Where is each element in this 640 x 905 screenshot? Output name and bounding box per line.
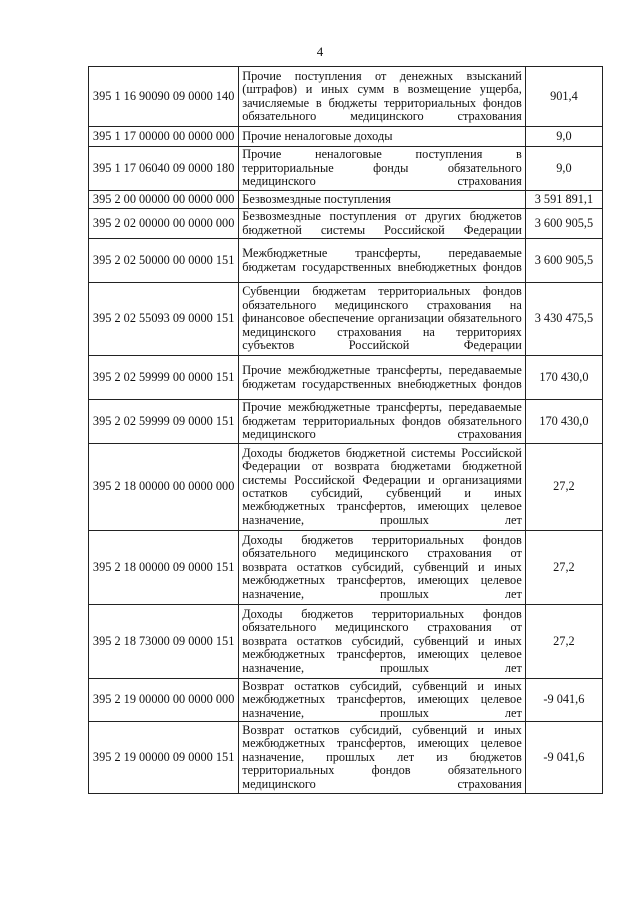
description-cell: Межбюджетные трансферты, передаваемые бюджетам государственных внебюджетных фондов <box>239 239 526 283</box>
table-row <box>89 444 603 531</box>
description-cell: Прочие неналоговые поступления в территориальные фонды обязательного медицинского страхования <box>239 147 526 191</box>
table-row <box>89 605 603 679</box>
amount-cell: 170 430,0 <box>525 400 602 444</box>
table-row <box>89 283 603 356</box>
table-row <box>89 722 603 794</box>
amount-cell: 3 430 475,5 <box>525 283 602 356</box>
budget-code-cell: 395 1 17 06040 09 0000 180 <box>89 147 239 191</box>
amount-cell: 27,2 <box>525 531 602 605</box>
budget-code-cell: 395 1 16 90090 09 0000 140 <box>89 67 239 127</box>
table-row <box>89 679 603 722</box>
budget-code-cell: 395 2 19 00000 09 0000 151 <box>89 722 239 794</box>
description-cell: Прочие межбюджетные трансферты, передаваемые бюджетам государственных внебюджетных фондов <box>239 356 526 400</box>
description-cell: Доходы бюджетов бюджетной системы Российской Федерации от возврата бюджетами бюджетной системы Российской Федерации и организациями остатков субсидий, субвенций и иных межбюджетных трансфертов, имеющих целевое назначение, прошлых лет <box>239 444 526 531</box>
amount-cell: -9 041,6 <box>525 679 602 722</box>
description-cell: Безвозмездные поступления от других бюджетов бюджетной системы Российской Федерации <box>239 209 526 239</box>
description-cell: Прочие межбюджетные трансферты, передаваемые бюджетам территориальных фондов обязательного медицинского страхования <box>239 400 526 444</box>
budget-code-cell: 395 2 19 00000 00 0000 000 <box>89 679 239 722</box>
table-row <box>89 239 603 283</box>
budget-code-cell: 395 2 02 55093 09 0000 151 <box>89 283 239 356</box>
description-cell: Субвенции бюджетам территориальных фондов обязательного медицинского страхования на финансовое обеспечение организации обязательного медицинского страхования на территориях субъектов Российской Федерации <box>239 283 526 356</box>
amount-cell: 9,0 <box>525 127 602 147</box>
amount-cell: 9,0 <box>525 147 602 191</box>
amount-cell: 3 591 891,1 <box>525 191 602 209</box>
description-cell: Безвозмездные поступления <box>239 191 526 209</box>
amount-cell: 27,2 <box>525 605 602 679</box>
table-row <box>89 191 603 209</box>
table-row <box>89 209 603 239</box>
amount-cell: 3 600 905,5 <box>525 239 602 283</box>
table-row <box>89 531 603 605</box>
budget-code-cell: 395 1 17 00000 00 0000 000 <box>89 127 239 147</box>
amount-cell: 901,4 <box>525 67 602 127</box>
table-row <box>89 147 603 191</box>
budget-code-cell: 395 2 02 50000 00 0000 151 <box>89 239 239 283</box>
page-number: 4 <box>316 44 324 59</box>
budget-code-cell: 395 2 02 59999 00 0000 151 <box>89 356 239 400</box>
table-row <box>89 356 603 400</box>
budget-code-cell: 395 2 18 00000 09 0000 151 <box>89 531 239 605</box>
amount-cell: -9 041,6 <box>525 722 602 794</box>
table-row <box>89 127 603 147</box>
description-cell: Прочие поступления от денежных взысканий (штрафов) и иных сумм в возмещение ущерба, зачисляемые в бюджеты территориальных фондов обязательного медицинского страхования <box>239 67 526 127</box>
description-cell: Возврат остатков субсидий, субвенций и иных межбюджетных трансфертов, имеющих целевое назначение, прошлых лет <box>239 679 526 722</box>
table-row <box>89 67 603 127</box>
budget-code-cell: 395 2 02 00000 00 0000 000 <box>89 209 239 239</box>
amount-cell: 170 430,0 <box>525 356 602 400</box>
budget-code-cell: 395 2 18 73000 09 0000 151 <box>89 605 239 679</box>
description-cell: Возврат остатков субсидий, субвенций и иных межбюджетных трансфертов, имеющих целевое назначение, прошлых лет из бюджетов территориальных фондов обязательного медицинского страхования <box>239 722 526 794</box>
budget-code-cell: 395 2 18 00000 00 0000 000 <box>89 444 239 531</box>
budget-code-cell: 395 2 02 59999 09 0000 151 <box>89 400 239 444</box>
budget-revenue-table <box>88 66 603 794</box>
description-cell: Доходы бюджетов территориальных фондов обязательного медицинского страхования от возврата остатков субсидий, субвенций и иных межбюджетных трансфертов, имеющих целевое назначение, прошлых лет <box>239 605 526 679</box>
amount-cell: 27,2 <box>525 444 602 531</box>
amount-cell: 3 600 905,5 <box>525 209 602 239</box>
table-row <box>89 400 603 444</box>
description-cell: Прочие неналоговые доходы <box>239 127 526 147</box>
description-cell: Доходы бюджетов территориальных фондов обязательного медицинского страхования от возврата остатков субсидий, субвенций и иных межбюджетных трансфертов, имеющих целевое назначение, прошлых лет <box>239 531 526 605</box>
budget-code-cell: 395 2 00 00000 00 0000 000 <box>89 191 239 209</box>
